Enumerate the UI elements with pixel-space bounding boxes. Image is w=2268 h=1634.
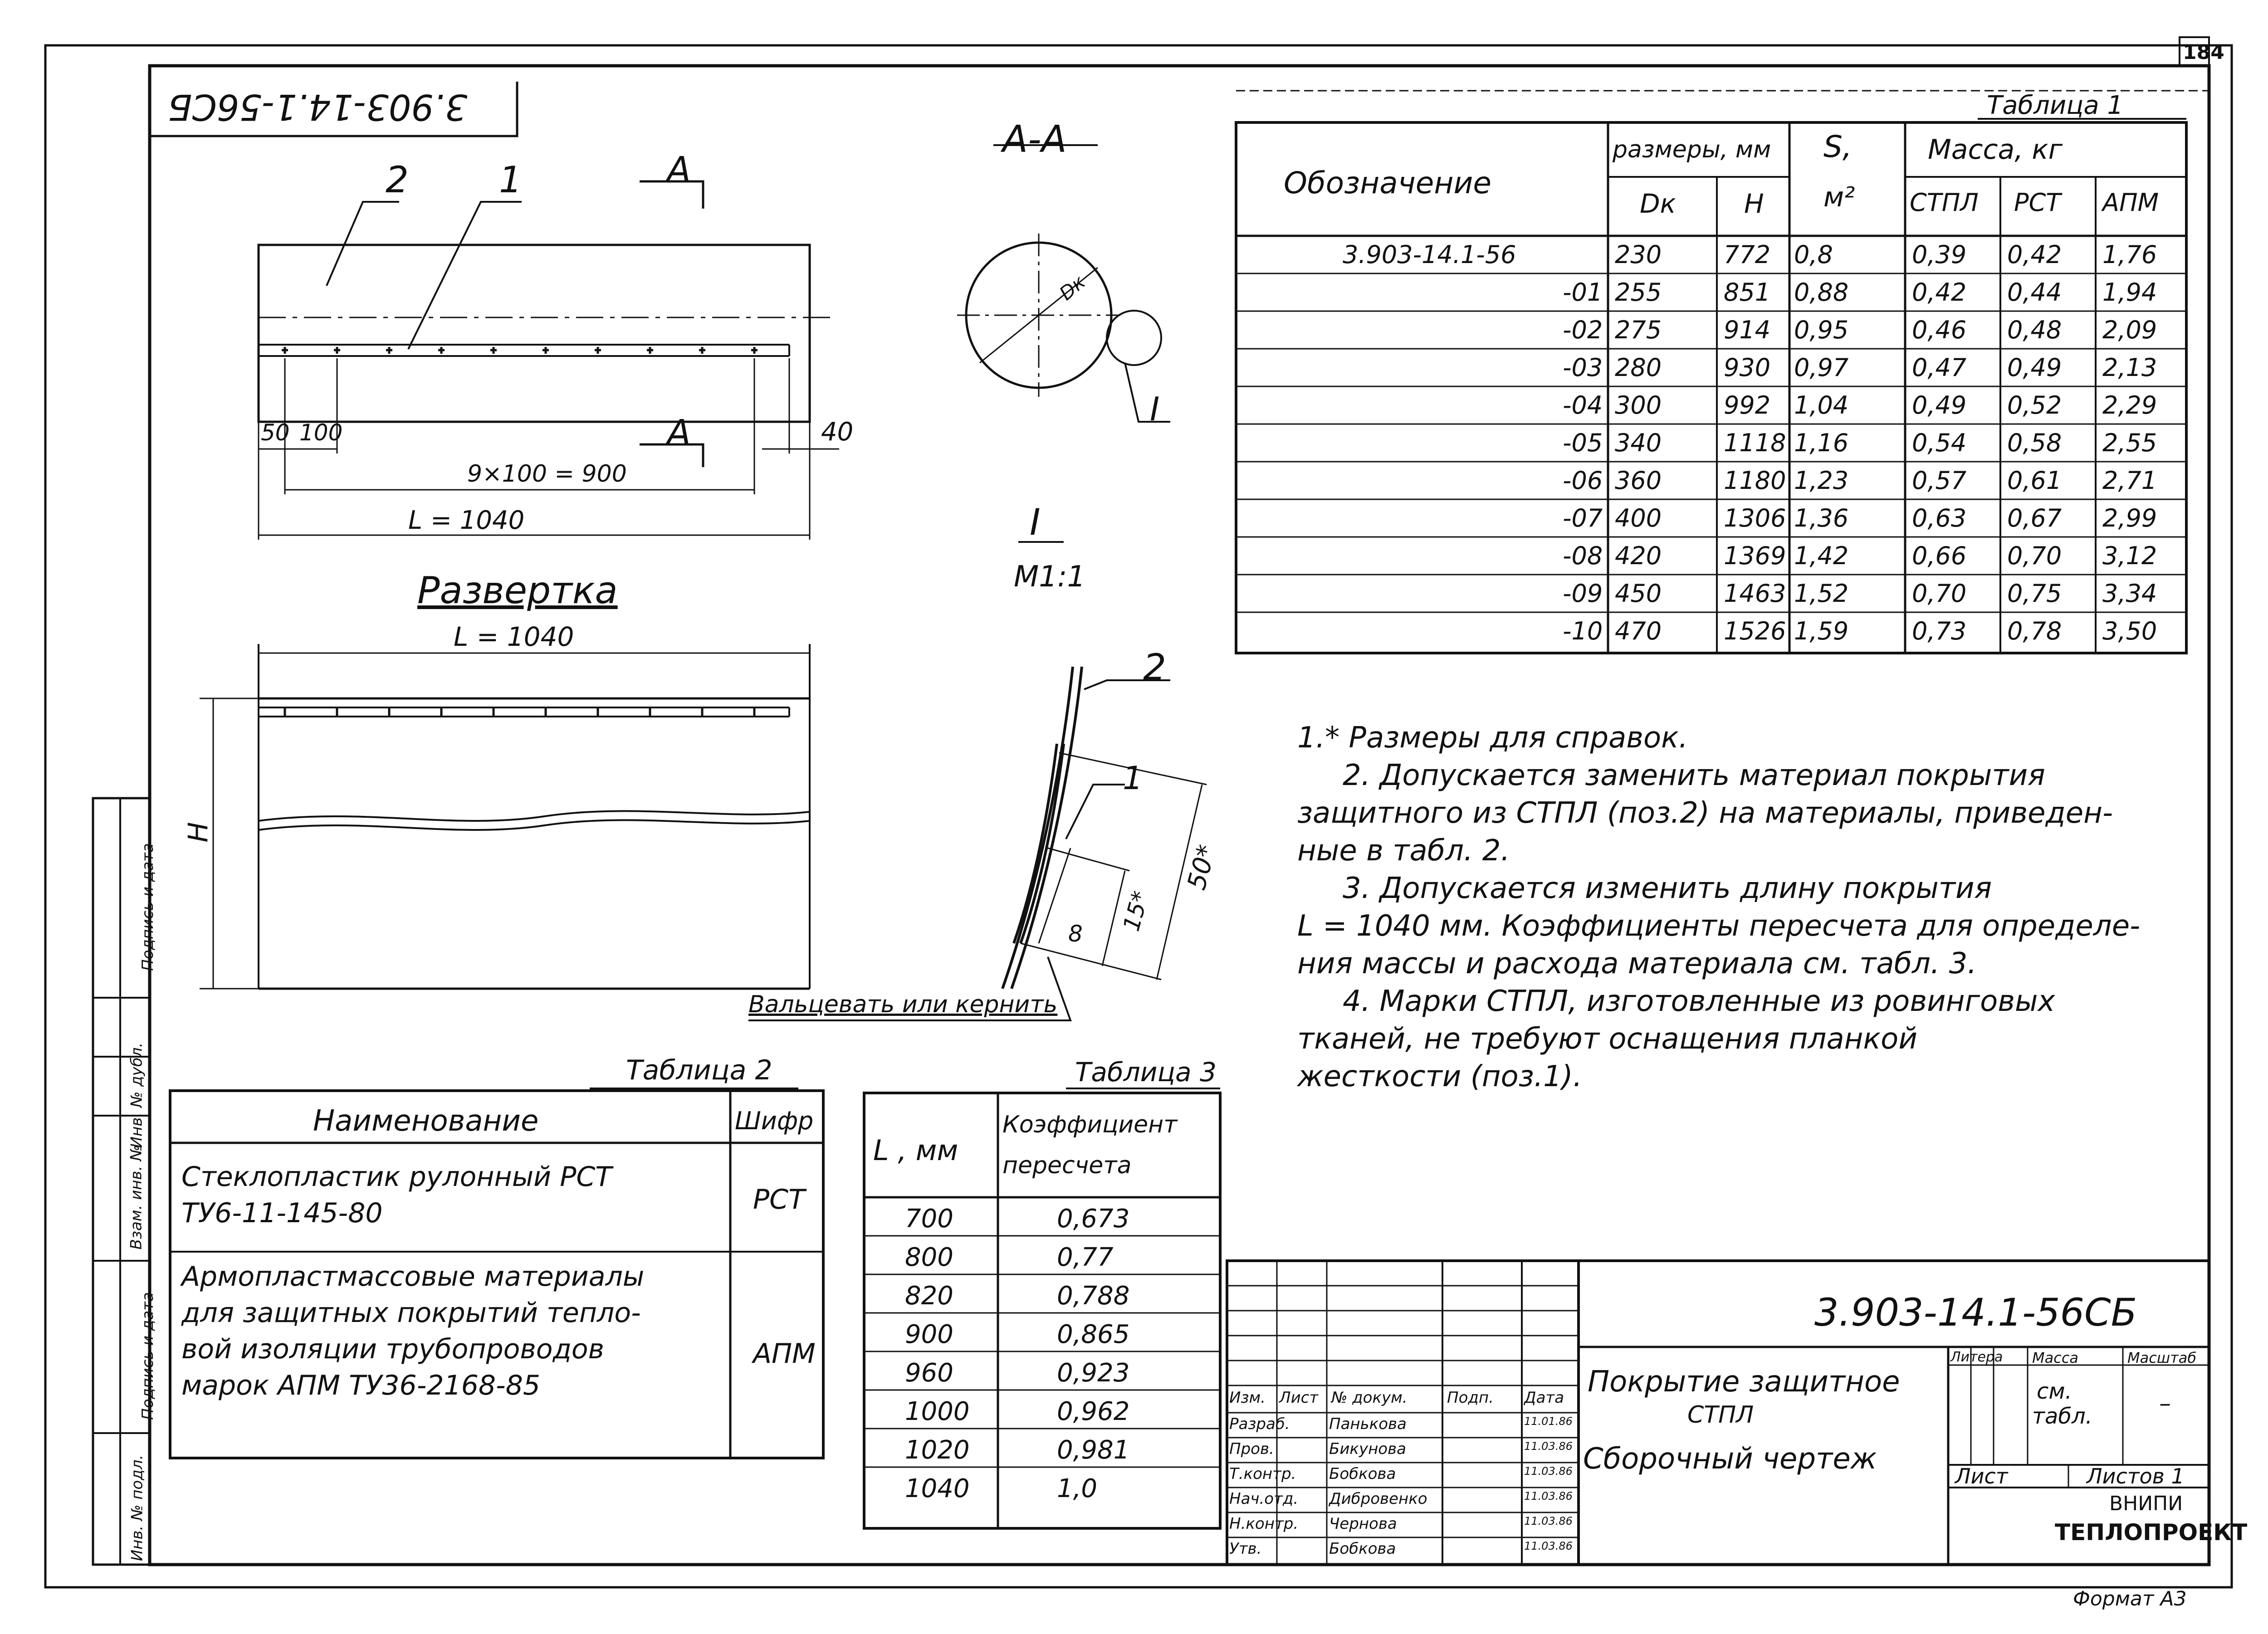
table1-cell: 1,94 xyxy=(2102,278,2157,307)
table1-sub-apm: АПМ xyxy=(2102,188,2159,217)
table3-coefficient: 0,962 xyxy=(1057,1397,1130,1426)
titleblock-role: Разраб. xyxy=(1229,1415,1290,1433)
table1-cell: 0,48 xyxy=(2007,316,2062,344)
table3-length: 1040 xyxy=(905,1474,970,1503)
table1-cell: 1,16 xyxy=(1794,429,1849,457)
table1-sub-stpl: СТПЛ xyxy=(1910,188,1979,217)
table1-cell: 1,76 xyxy=(2102,240,2157,269)
table1-cell: 0,97 xyxy=(1794,353,1849,382)
table1-cell: 0,52 xyxy=(2007,391,2062,419)
table1-cell: 420 xyxy=(1615,541,1662,570)
table3-length: 1020 xyxy=(905,1435,970,1465)
table1-cell: -04 xyxy=(1563,391,1603,419)
titleblock-role: Пров. xyxy=(1229,1440,1274,1458)
table1-cell: 3,12 xyxy=(2102,541,2157,570)
table2-name-line: Армопластмассовые материалы xyxy=(181,1261,645,1293)
table1-cell: -06 xyxy=(1563,466,1603,495)
table2-name-line: для защитных покрытий тепло- xyxy=(181,1297,641,1329)
table1-cell: 3,50 xyxy=(2102,617,2157,645)
table1-cell: 0,58 xyxy=(2007,429,2062,457)
detail-scale: М1:1 xyxy=(1014,560,1086,594)
table1-cell: 0,49 xyxy=(1912,391,1967,419)
titleblock-mass-value-1: см. xyxy=(2037,1379,2072,1404)
dim-100: 100 xyxy=(299,419,343,446)
table1-cell: 1306 xyxy=(1724,504,1786,532)
table3-header-L: L , мм xyxy=(873,1134,958,1167)
section-cut-mark-bottom: А xyxy=(667,413,691,454)
table3-length: 1000 xyxy=(905,1397,970,1426)
table2-name-line: ТУ6-11-145-80 xyxy=(181,1197,383,1229)
table1-cell: 1,52 xyxy=(1794,579,1849,608)
note-line: 1.* Размеры для справок. xyxy=(1297,721,1688,755)
table1-cell: 0,47 xyxy=(1912,353,1967,382)
table1-cell: 2,09 xyxy=(2102,316,2157,344)
note-line: ные в табл. 2. xyxy=(1297,834,1510,868)
table1-cell: 280 xyxy=(1615,353,1662,382)
titleblock-name-3: Сборочный чертеж xyxy=(1583,1442,1877,1476)
rotated-drawing-code: 3.903-14.1-56СБ xyxy=(168,86,468,127)
side-stamp-label: Инв. № дубл. xyxy=(127,1042,146,1148)
table1-header-m2: м² xyxy=(1823,181,1855,213)
titleblock-lit: Литера xyxy=(1950,1349,2003,1365)
table1-cell: 0,57 xyxy=(1912,466,1967,495)
table1-cell: 275 xyxy=(1615,316,1662,344)
titleblock-sheet: Лист xyxy=(1955,1464,2008,1488)
titleblock-mass: Масса xyxy=(2032,1349,2079,1366)
section-cut-mark-top: А xyxy=(667,150,691,190)
table1-cell: 450 xyxy=(1615,579,1662,608)
titleblock-date: 11.03.86 xyxy=(1524,1490,1573,1502)
table1-cell: -03 xyxy=(1563,353,1603,382)
table1-cell: 230 xyxy=(1615,240,1662,269)
titleblock-person: Бобкова xyxy=(1329,1540,1396,1558)
note-line: 2. Допускается заменить материал покрытия xyxy=(1343,759,2045,792)
table1-cell: 1,59 xyxy=(1794,617,1849,645)
table1-cell: 0,61 xyxy=(2007,466,2062,495)
table1-cell: 3,34 xyxy=(2102,579,2157,608)
table1-cell: 2,29 xyxy=(2102,391,2157,419)
table1-cell: 1180 xyxy=(1724,466,1786,495)
table3-coefficient: 0,981 xyxy=(1057,1435,1130,1465)
titleblock-person: Дибровенко xyxy=(1329,1490,1427,1508)
titleblock-name-2: СТПЛ xyxy=(1687,1401,1754,1429)
table1-cell: 0,70 xyxy=(2007,541,2062,570)
table1-cell: 930 xyxy=(1724,353,1771,382)
table1-header-S: S, xyxy=(1823,129,1852,164)
table1-cell: 1526 xyxy=(1724,617,1786,645)
titleblock-person: Панькова xyxy=(1329,1415,1407,1433)
table1-header-mass: Масса, кг xyxy=(1928,134,2063,166)
table2-code: РСТ xyxy=(753,1184,805,1215)
table1-cell: 851 xyxy=(1724,278,1771,307)
table1-cell: -01 xyxy=(1563,278,1603,307)
titleblock-code: 3.903-14.1-56СБ xyxy=(1814,1290,2137,1335)
titleblock-sheets: Листов 1 xyxy=(2087,1464,2185,1488)
titleblock-person: Чернова xyxy=(1329,1515,1397,1533)
table1-cell: 0,54 xyxy=(1912,429,1967,457)
note-line: жесткости (поз.1). xyxy=(1297,1060,1583,1093)
titleblock-scale: Масштаб xyxy=(2127,1349,2197,1366)
side-stamp-label: Подпись и дата xyxy=(138,1292,157,1420)
side-stamp-label: Взам. инв. № xyxy=(127,1145,146,1250)
table3-coefficient: 0,77 xyxy=(1057,1243,1114,1272)
titleblock-name-1: Покрытие защитное xyxy=(1588,1365,1900,1399)
table1-cell: -05 xyxy=(1563,429,1603,457)
titleblock-header: Дата xyxy=(1524,1389,1564,1407)
roll-note: Вальцевать или кернить xyxy=(748,991,1058,1018)
table3-length: 800 xyxy=(905,1243,953,1272)
titleblock-header: № докум. xyxy=(1331,1389,1408,1407)
titleblock-role: Утв. xyxy=(1229,1540,1262,1558)
table1-cell: 300 xyxy=(1615,391,1662,419)
note-line: 4. Марки СТПЛ, изготовленные из ровинговых xyxy=(1343,985,2055,1018)
height-label: H xyxy=(182,822,215,843)
dim-40: 40 xyxy=(821,417,854,447)
note-line: 3. Допускается изменить длину покрытия xyxy=(1343,872,1992,905)
table3-coefficient: 0,865 xyxy=(1057,1320,1130,1349)
dim-length: L = 1040 xyxy=(408,506,525,535)
dim-50-star: 50* xyxy=(1182,842,1222,893)
dim-pitch: 9×100 = 900 xyxy=(467,460,627,488)
table1-cell: 2,71 xyxy=(2102,466,2157,495)
table1-sub-dk: Dк xyxy=(1640,188,1676,219)
table3-length: 900 xyxy=(905,1320,953,1349)
table1-cell: 0,75 xyxy=(2007,579,2062,608)
side-stamp-label: Инв. № подл. xyxy=(128,1454,147,1561)
table3-coefficient: 1,0 xyxy=(1057,1474,1098,1503)
titleblock-org-2: ТЕПЛОПРОЕКТ xyxy=(2055,1519,2248,1546)
table1-cell: 0,66 xyxy=(1912,541,1967,570)
table1-cell: 2,99 xyxy=(2102,504,2157,532)
titleblock-role: Нач.отд. xyxy=(1229,1490,1299,1508)
note-line: ния массы и расхода материала см. табл. 3. xyxy=(1297,947,1977,980)
table1-cell: 0,73 xyxy=(1912,617,1967,645)
table3-length: 820 xyxy=(905,1281,953,1311)
dim-50: 50 xyxy=(261,419,290,446)
page-number: 184 xyxy=(2183,41,2224,64)
table1-cell: 360 xyxy=(1615,466,1662,495)
table3-length: 700 xyxy=(905,1204,953,1234)
detail-mark: I xyxy=(1150,390,1160,428)
titleblock-date: 11.03.86 xyxy=(1524,1465,1573,1478)
table1-header-designation: Обозначение xyxy=(1284,166,1491,200)
titleblock-date: 11.03.86 xyxy=(1524,1440,1573,1453)
table1-cell: 1,36 xyxy=(1794,504,1849,532)
note-line: тканей, не требуют оснащения планкой xyxy=(1297,1022,1917,1056)
table2-name-line: марок АПМ ТУ36-2168-85 xyxy=(181,1370,541,1401)
table1-cell: 1,23 xyxy=(1794,466,1849,495)
table1-cell: 0,42 xyxy=(2007,240,2062,269)
unfold-length: L = 1040 xyxy=(454,621,574,652)
detail-position-2: 2 xyxy=(1143,646,1166,688)
table1-cell: -02 xyxy=(1563,316,1603,344)
position-1-label: 1 xyxy=(499,159,522,201)
table1-cell: 1,42 xyxy=(1794,541,1849,570)
table1-sub-rst: РСТ xyxy=(2014,188,2061,217)
table1-cell: 772 xyxy=(1724,240,1771,269)
table1-cell: 1369 xyxy=(1724,541,1786,570)
titleblock-org-1: ВНИПИ xyxy=(2109,1492,2183,1515)
table1-cell: 0,63 xyxy=(1912,504,1967,532)
table1-cell: 1118 xyxy=(1724,429,1786,457)
unfold-title: Развертка xyxy=(417,569,618,612)
section-title: А-А xyxy=(1002,118,1067,161)
table1-cell: 2,55 xyxy=(2102,429,2157,457)
table1-cell: 1,04 xyxy=(1794,391,1849,419)
table1-cell: 0,8 xyxy=(1794,240,1833,269)
table1-cell: 2,13 xyxy=(2102,353,2157,382)
format-label: Формат А3 xyxy=(2073,1587,2187,1610)
table1-cell: 0,95 xyxy=(1794,316,1849,344)
table1-cell: -09 xyxy=(1563,579,1603,608)
table1-cell: 3.903-14.1-56 xyxy=(1343,240,1516,269)
table2-name-line: Стеклопластик рулонный РСТ xyxy=(181,1161,612,1193)
table2-code: АПМ xyxy=(753,1338,816,1370)
table1-cell: -07 xyxy=(1563,504,1603,532)
table1-caption: Таблица 1 xyxy=(1987,91,2124,120)
titleblock-mass-value-2: табл. xyxy=(2032,1404,2092,1429)
titleblock-header: Лист xyxy=(1279,1389,1319,1407)
titleblock-header: Подп. xyxy=(1447,1389,1494,1407)
table3-header-k2: пересчета xyxy=(1002,1152,1132,1179)
titleblock-role: Н.контр. xyxy=(1229,1515,1299,1533)
dim-8: 8 xyxy=(1068,921,1083,947)
note-line: L = 1040 мм. Коэффициенты пересчета для определе- xyxy=(1297,909,2141,943)
table1-cell: 0,78 xyxy=(2007,617,2062,645)
titleblock-person: Бикунова xyxy=(1329,1440,1406,1458)
table3-coefficient: 0,923 xyxy=(1057,1358,1130,1388)
detail-title: I xyxy=(1030,501,1041,543)
table1-cell: 914 xyxy=(1724,316,1771,344)
table3-coefficient: 0,673 xyxy=(1057,1204,1130,1234)
table1-cell: 0,49 xyxy=(2007,353,2062,382)
table2-header-name: Наименование xyxy=(313,1104,539,1138)
table1-cell: -08 xyxy=(1563,541,1603,570)
titleblock-scale-value: – xyxy=(2159,1390,2171,1417)
table1-cell: 470 xyxy=(1615,617,1662,645)
titleblock-date: 11.03.86 xyxy=(1524,1540,1573,1552)
table3-header-k1: Коэффициент xyxy=(1002,1111,1178,1138)
table1-cell: 0,70 xyxy=(1912,579,1967,608)
titleblock-person: Бобкова xyxy=(1329,1465,1396,1483)
table1-cell: 0,39 xyxy=(1912,240,1967,269)
diameter-label: Dк xyxy=(1055,271,1090,305)
table3-caption: Таблица 3 xyxy=(1075,1057,1217,1088)
table1-cell: 1463 xyxy=(1724,579,1786,608)
detail-position-1: 1 xyxy=(1123,760,1143,797)
table1-sub-h: H xyxy=(1744,188,1764,219)
table2-name-line: вой изоляции трубопроводов xyxy=(181,1333,604,1365)
table1-cell: 0,67 xyxy=(2007,504,2062,532)
table3-length: 960 xyxy=(905,1358,953,1388)
table1-cell: 340 xyxy=(1615,429,1662,457)
table1-cell: 255 xyxy=(1615,278,1662,307)
titleblock-header: Изм. xyxy=(1229,1389,1266,1407)
table1-cell: 0,44 xyxy=(2007,278,2062,307)
table1-cell: 0,88 xyxy=(1794,278,1849,307)
table1-cell: 992 xyxy=(1724,391,1771,419)
side-stamp-label: Подпись и дата xyxy=(138,843,157,971)
note-line: защитного из СТПЛ (поз.2) на материалы, приведен- xyxy=(1297,796,2113,830)
dim-15-star: 15* xyxy=(1118,888,1154,934)
table2-caption: Таблица 2 xyxy=(626,1054,772,1086)
titleblock-date: 11.03.86 xyxy=(1524,1515,1573,1527)
table1-cell: 400 xyxy=(1615,504,1662,532)
titleblock-date: 11.01.86 xyxy=(1524,1415,1573,1428)
table1-header-sizes: размеры, мм xyxy=(1613,136,1771,163)
position-2-label: 2 xyxy=(386,159,409,201)
table1-cell: 0,42 xyxy=(1912,278,1967,307)
table2-header-code: Шифр xyxy=(735,1107,814,1135)
table1-cell: -10 xyxy=(1563,617,1603,645)
table3-coefficient: 0,788 xyxy=(1057,1281,1130,1311)
titleblock-role: Т.контр. xyxy=(1229,1465,1296,1483)
table1-cell: 0,46 xyxy=(1912,316,1967,344)
